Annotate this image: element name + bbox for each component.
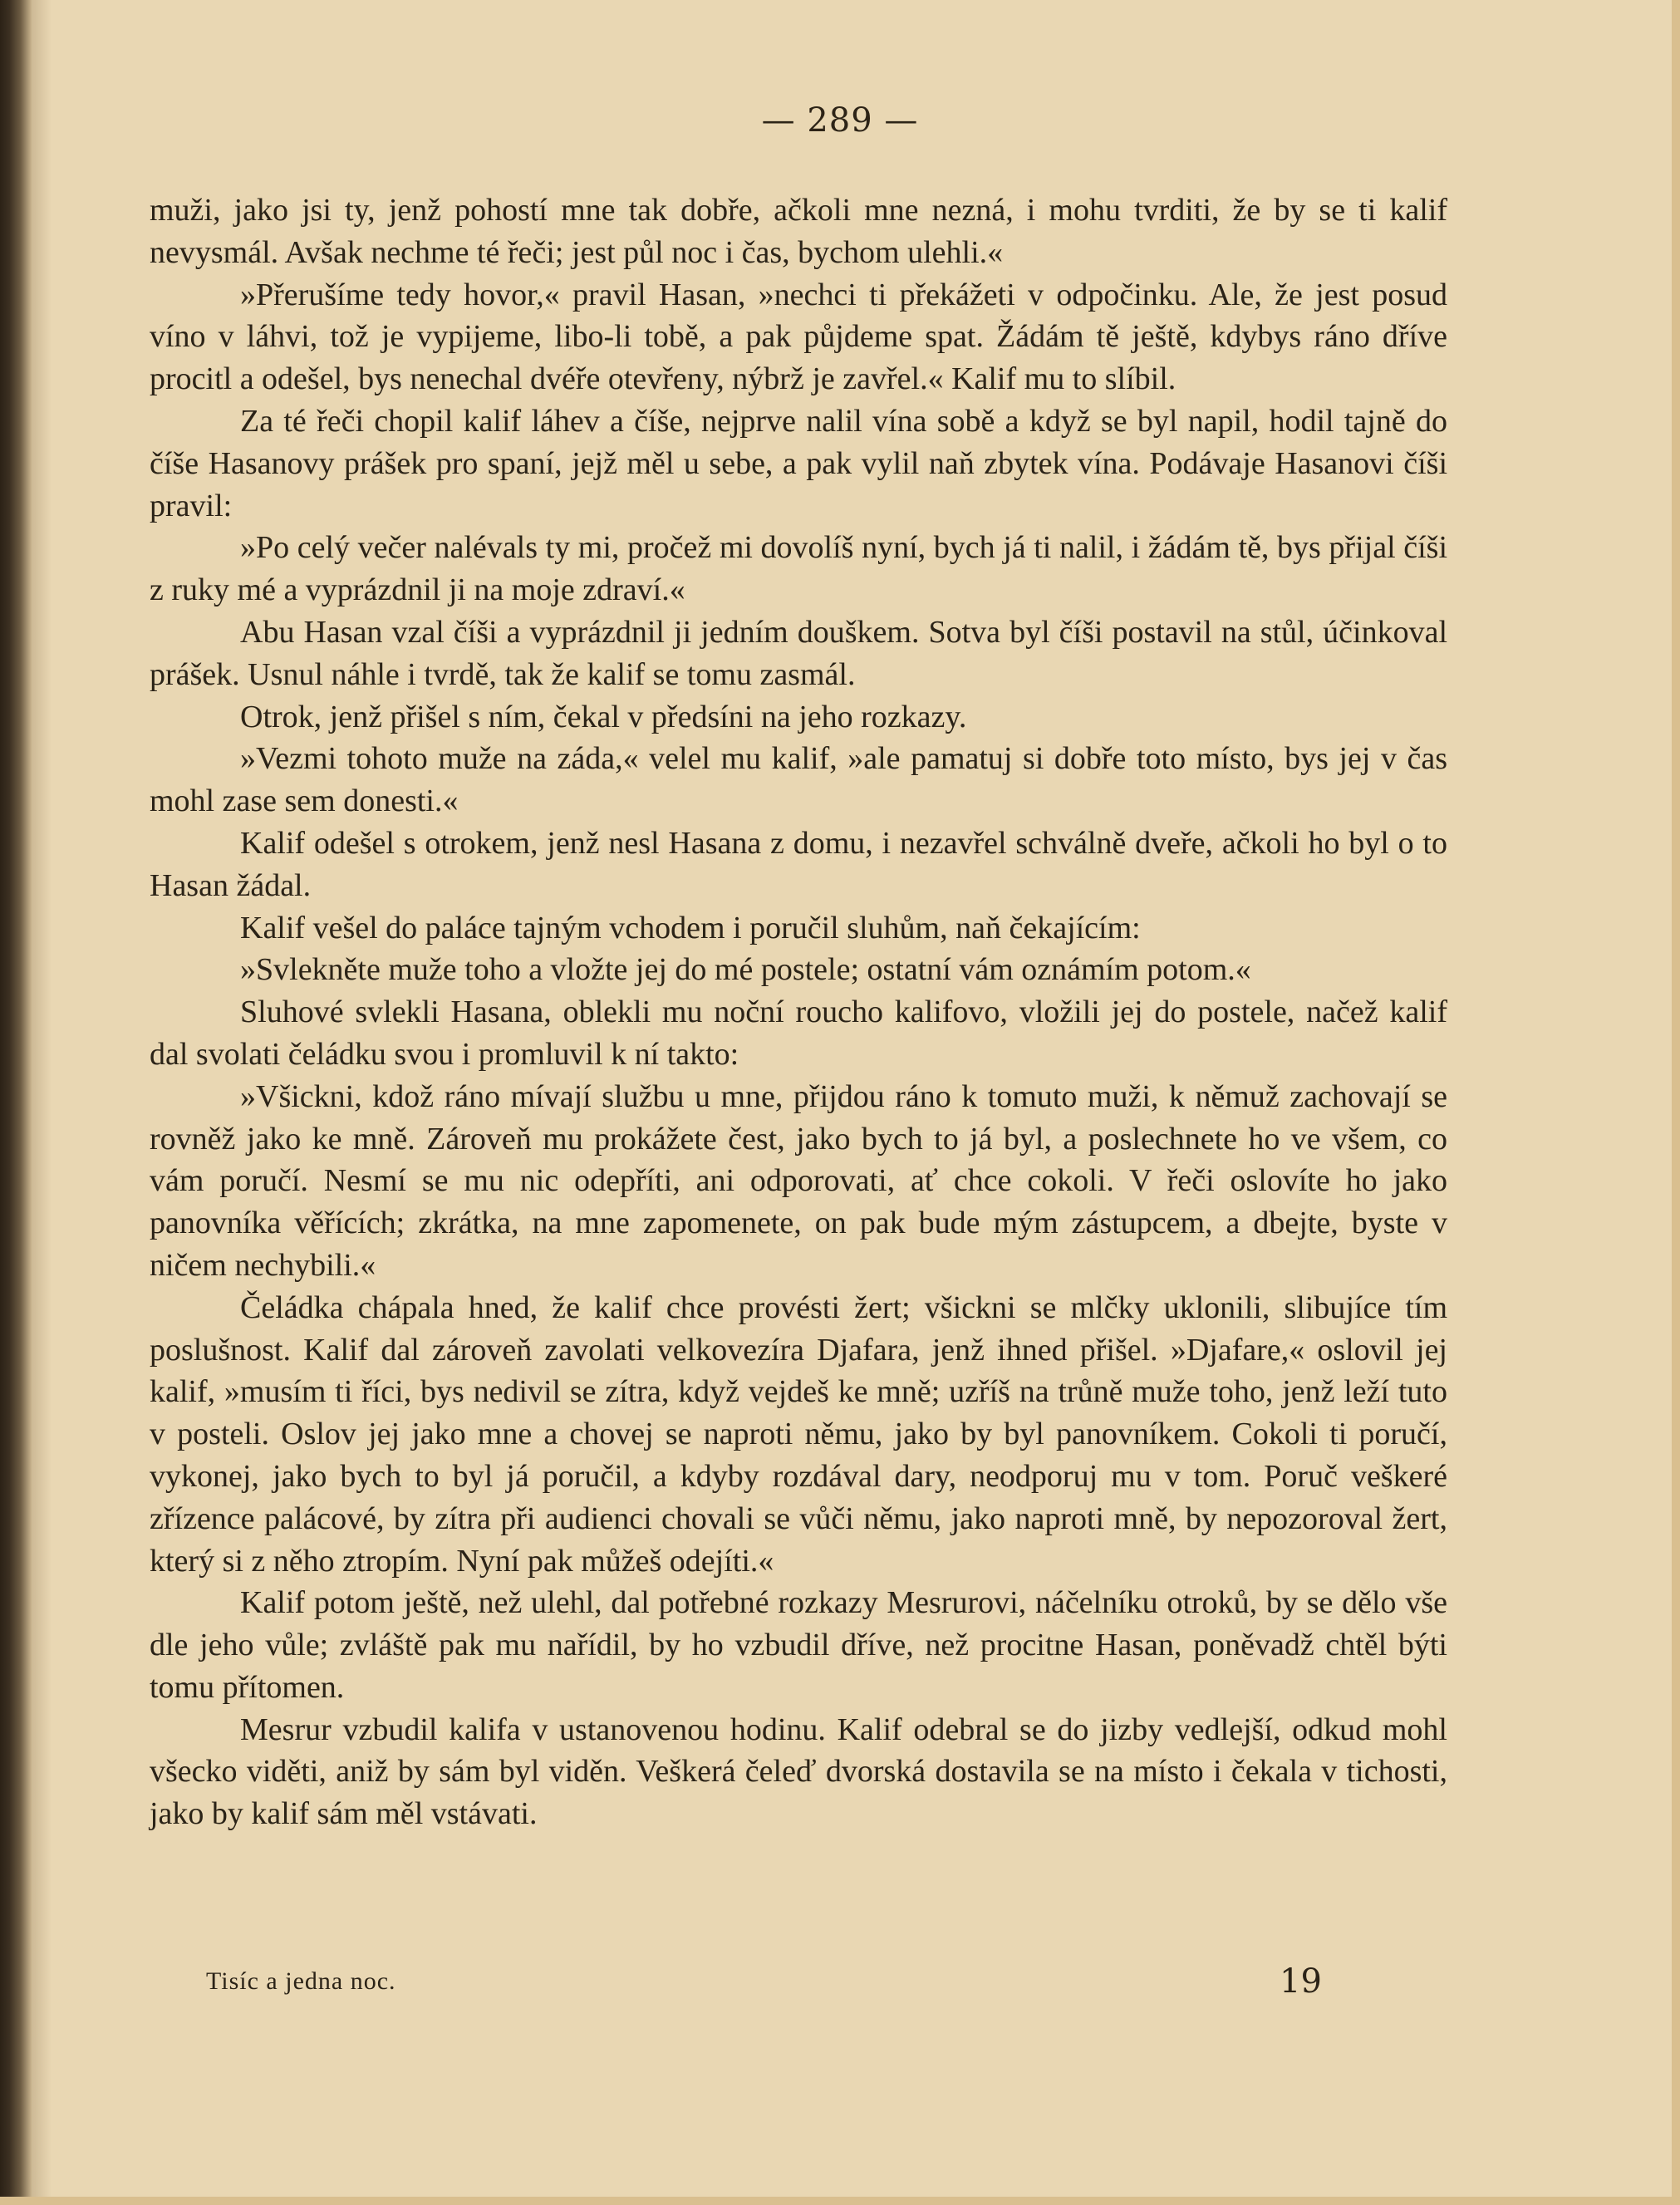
book-spine-edge (0, 0, 32, 2205)
paragraph: Kalif odešel s otrokem, jenž nesl Hasana z domu, i nezavřel schválně dveře, ačkoli ho byl o to Hasan žádal. (150, 825, 1447, 903)
paragraph: muži, jako jsi ty, jenž pohostí mne tak dobře, ačkoli mne nezná, i mohu tvrditi, že by se ti kalif nevysmál. Avšak nechme té řeči; jest půl noc i čas, bychom ulehli.« (150, 193, 1447, 270)
paragraph: Sluhové svlekli Hasana, oblekli mu noční roucho kalifovo, vložili jej do postele, načež kalif dal svolati čeládku svou i promluvil k ní takto: (150, 994, 1447, 1072)
paragraph: »Přerušíme tedy hovor,« pravil Hasan, »nechci ti překážeti v odpočinku. Ale, že jest posud víno v láhvi, tož je vypijeme, libo-li tobě, a pak půjdeme spat. Žádám tě ještě, kdybys ráno dříve procitl a odešel, bys nenechal dvéře otevřeny, nýbrž je zavřel.« Kalif mu to slíbil. (150, 277, 1447, 397)
paragraph: »Svlekněte muže toho a vložte jej do mé postele; ostatní vám oznámím potom.« (240, 952, 1251, 988)
gutter-shadow (32, 0, 52, 2205)
paragraph: Mesrur vzbudil kalifa v ustanovenou hodinu. Kalif odebral se do jizby vedlejší, odkud mohl všecko viděti, aniž by sám byl viděn. Veškerá čeleď dvorská dostavila se na místo i čekala v tichosti, jako by kalif sám měl vstávati. (150, 1711, 1447, 1832)
paragraph: Kalif vešel do paláce tajným vchodem i poručil sluhům, naň čekajícím: (240, 910, 1141, 945)
paragraph: Abu Hasan vzal číši a vyprázdnil ji jedním douškem. Sotva byl číši postavil na stůl, účinkoval prášek. Usnul náhle i tvrdě, tak že kalif se tomu zasmál. (150, 614, 1447, 692)
paragraph: »Všickni, kdož ráno mívají službu u mne, přijdou ráno k tomuto muži, k němuž zachovají se rovněž jako ke mně. Zároveň mu prokážete čest, jako bych to já byl, a poslechnete ho ve všem, co vám poručí. Nesmí se mu nic odepříti, ani odporovati, ať chce cokoli. V řeči oslovíte ho jako panovníka věřících; zkrátka, na mne zapomenete, on pak bude mým zástupcem, a dbejte, byste v ničem nechybili.« (150, 1078, 1447, 1283)
paragraph: »Vezmi tohoto muže na záda,« velel mu kalif, »ale pamatuj si dobře toto místo, bys jej v čas mohl zase sem donesti.« (150, 741, 1447, 819)
paragraph: Kalif potom ještě, než ulehl, dal potřebné rozkazy Mesrurovi, náčelníku otroků, by se dělo vše dle jeho vůle; zvláště pak mu nařídil, by ho vzbudil dříve, než procitne Hasan, poněvadž chtěl býti tomu přítomen. (150, 1585, 1447, 1705)
paragraph: Za té řeči chopil kalif láhev a číše, nejprve nalil vína sobě a když se byl napil, hodil tajně do číše Hasanovy prášek pro spaní, jejž měl u sebe, a pak vylil naň zbytek vína. Podávaje Hasanovi číši pravil: (150, 403, 1447, 523)
page-number: — 289 — (761, 101, 919, 140)
signature-mark: 19 (1280, 1962, 1322, 2001)
paragraph: Čeládka chápala hned, že kalif chce provésti žert; všickni se mlčky uklonili, slibujíce tím poslušnost. Kalif dal zároveň zavolati velkovezíra Djafara, jenž ihned přišel. »Djafare,« oslovil jej kalif, »musím ti říci, bys nedivil se zítra, když vejdeš ke mně; uzříš na trůně muže toho, jenž leží tuto v posteli. Oslov jej jako mne a chovej se naproti němu, jako by byl panovníkem. Cokoli ti poručí, vykonej, jako bych to byl já poručil, a kdyby rozdával dary, neodporuj mu v tom. Poruč veškeré zřízence palácové, by zítra při audienci chovali se vůči němu, jako naproti mně, by nepozoroval žert, který si z něho ztropím. Nyní pak můžeš odejíti.« (150, 1289, 1447, 1579)
page-body-text (150, 189, 1447, 1835)
paragraph: Otrok, jenž přišel s ním, čekal v předsíni na jeho rozkazy. (240, 699, 967, 734)
footer-book-title: Tisíc a jedna noc. (206, 1967, 396, 1995)
paragraph: »Po celý večer nalévals ty mi, pročež mi dovolíš nyní, bych já ti nalil, i žádám tě, bys přijal číši z ruky mé a vyprázdnil ji na moje zdraví.« (150, 530, 1447, 608)
